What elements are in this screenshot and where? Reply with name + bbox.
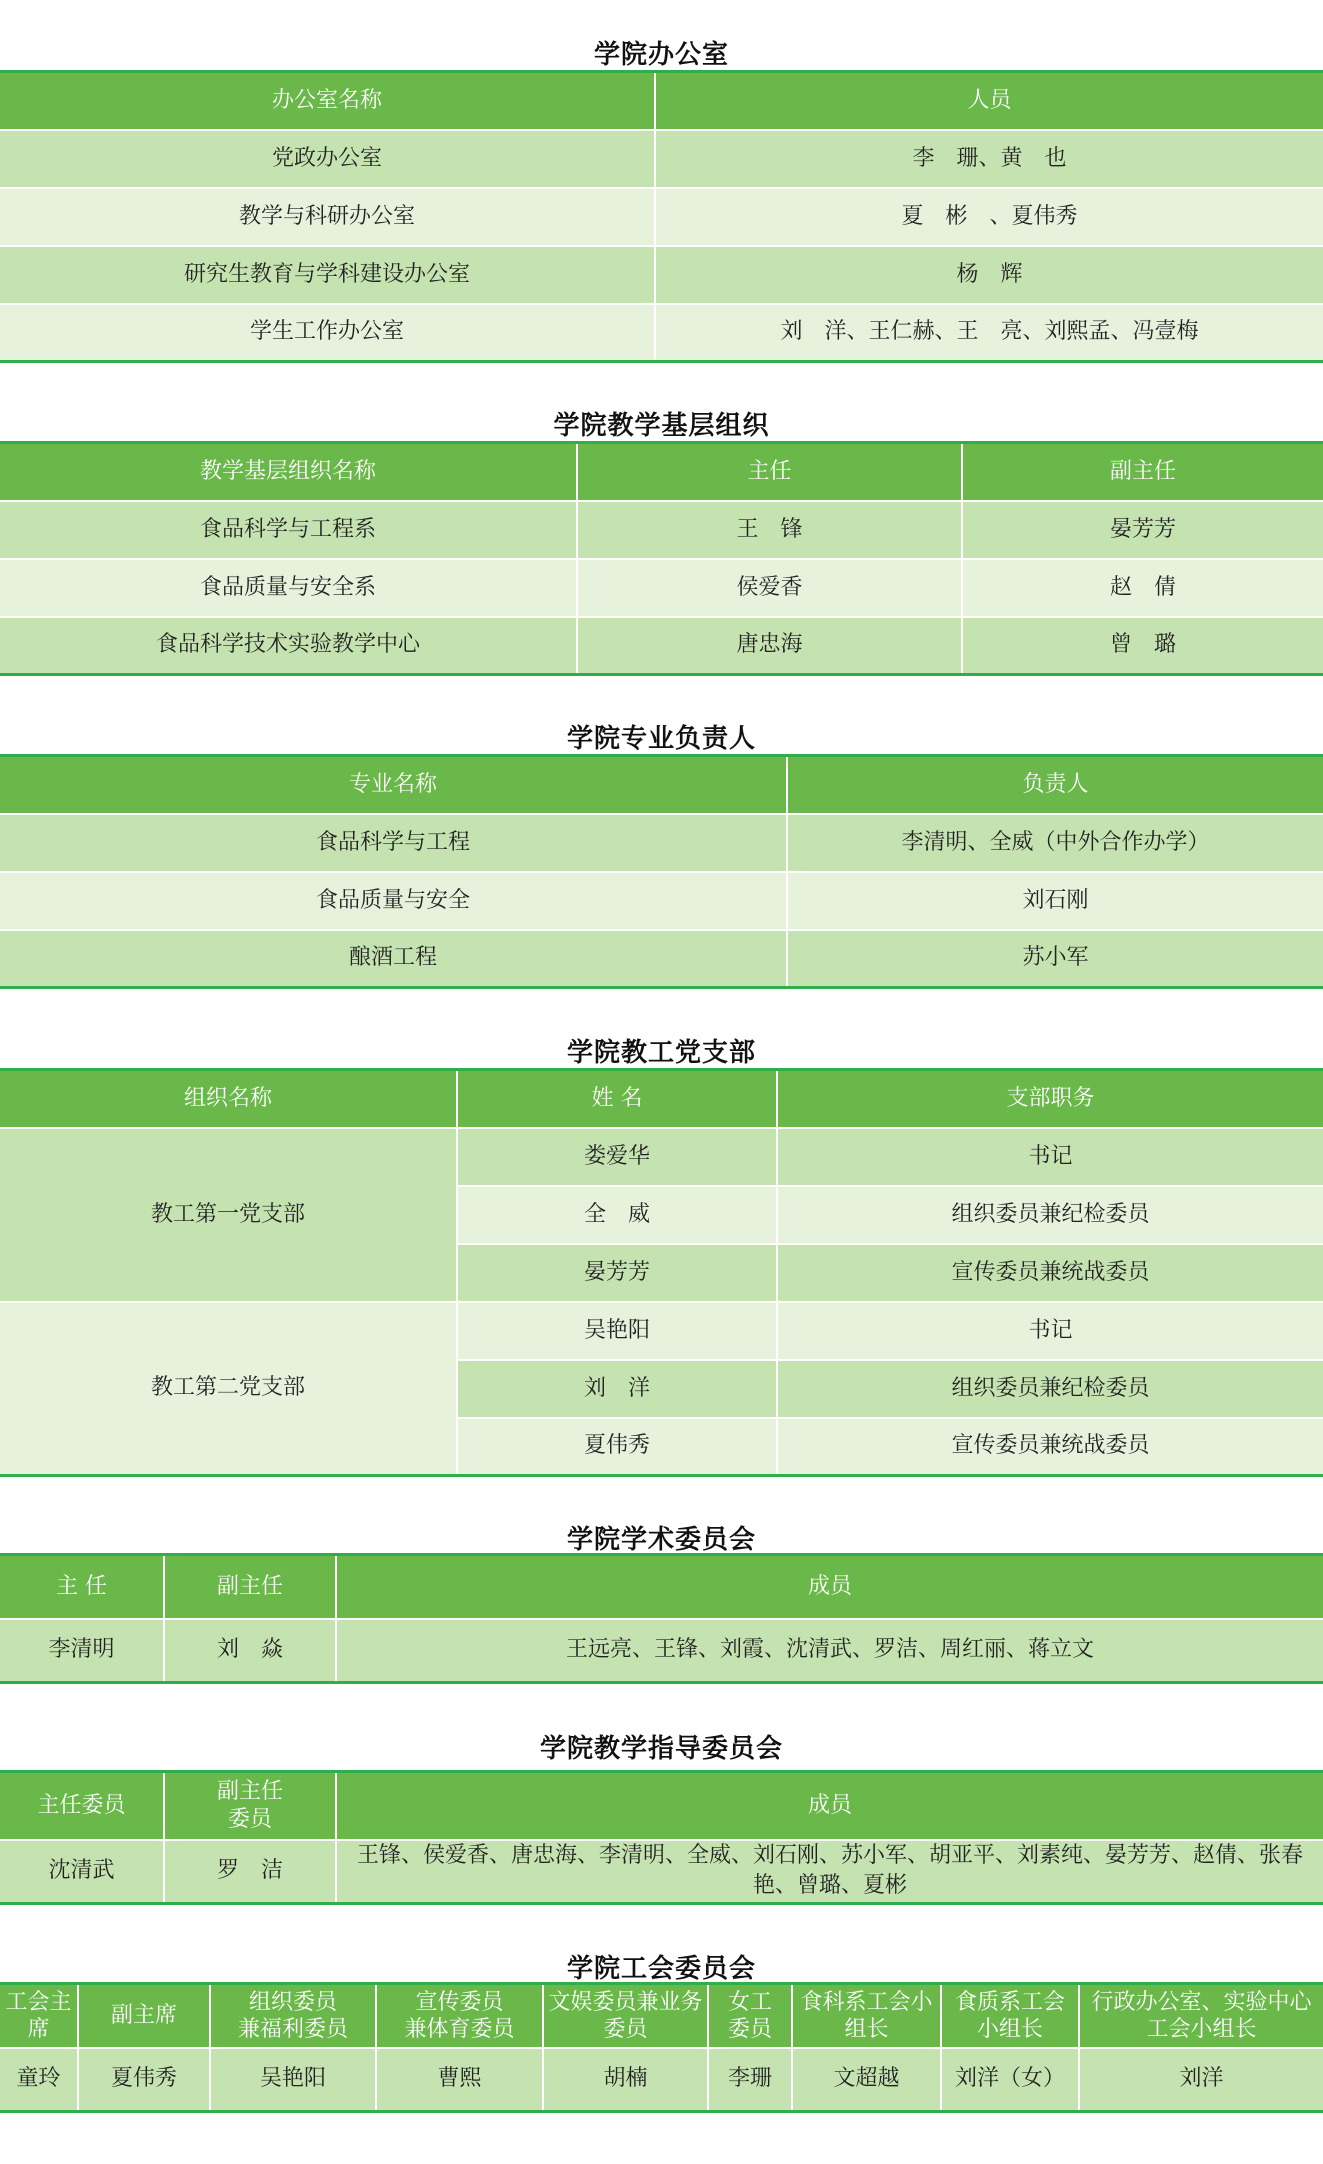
header-line: 食科系工会小 [800,1989,933,2015]
header-line: 副主任 [216,1778,283,1804]
header-admin-lab-group [1079,1984,1323,2048]
header-line: 文娱委员兼业务 [548,1989,703,2015]
union-member: 胡楠 [543,2048,708,2112]
header-women [708,1984,792,2048]
party-table [0,1068,1323,1477]
table-row [0,559,1323,617]
header-branch-name: 组织名称 [0,1070,457,1128]
members-list: 王锋、侯爱香、唐忠海、李清明、全威、刘石刚、苏小军、胡亚平、刘素纯、晏芳芳、赵倩、张春艳、曾璐、夏彬 [336,1840,1323,1904]
header-entertainment [543,1984,708,2048]
table-row [0,930,1323,988]
union-member: 文超越 [792,2048,941,2112]
table-row [0,246,1323,304]
header-food-sci-group [792,1984,941,2048]
member-role: 宣传委员兼统战委员 [777,1418,1323,1476]
org-name: 食品科学技术实验教学中心 [0,617,577,675]
vice-chair-name: 刘 焱 [164,1619,336,1683]
member-name: 吴艳阳 [457,1302,777,1360]
member-name: 娄爱华 [457,1128,777,1186]
header-line: 兼福利委员 [237,2016,348,2042]
member-name: 全 威 [457,1186,777,1244]
header-line: 委员 [603,2016,648,2042]
chair-name: 沈清武 [0,1840,164,1904]
union-member: 刘洋 [1079,2048,1323,2112]
major-name: 食品质量与安全 [0,872,787,930]
header-line: 席 [27,2016,50,2042]
teaching-orgs-title: 学院教学基层组织 [553,411,770,441]
header-line: 组长 [844,2016,889,2042]
member-role: 组织委员兼纪检委员 [777,1360,1323,1418]
office-name: 研究生教育与学科建设办公室 [0,246,655,304]
academic-table [0,1553,1323,1684]
office-name: 教学与科研办公室 [0,188,655,246]
office-staff: 刘 洋、王仁赫、王 亮、刘熙孟、冯壹梅 [655,304,1323,362]
table-row [0,1302,1323,1360]
header-members: 成员 [336,1555,1323,1619]
office-name: 党政办公室 [0,130,655,188]
major-lead: 刘石刚 [787,872,1323,930]
org-deputy: 晏芳芳 [962,501,1323,559]
header-line: 行政办公室、实验中心 [1091,1989,1312,2015]
union-member: 李珊 [708,2048,792,2112]
org-name: 食品科学与工程系 [0,501,577,559]
table-row [0,617,1323,675]
vice-chair-name: 罗 洁 [164,1840,336,1904]
org-deputy: 曾 璐 [962,617,1323,675]
org-name: 食品质量与安全系 [0,559,577,617]
table-row [0,872,1323,930]
union-member: 夏伟秀 [78,2048,210,2112]
header-org-welfare [210,1984,376,2048]
header-vice-chair [78,1984,210,2048]
major-lead: 李清明、全威（中外合作办学） [787,814,1323,872]
header-vice-chair-member [164,1772,336,1840]
header-member-name: 姓 名 [457,1070,777,1128]
header-line: 小组长 [976,2016,1043,2042]
header-line: 工会小组长 [1146,2016,1257,2042]
org-director: 王 锋 [577,501,962,559]
offices-table [0,70,1323,363]
header-line: 女工 [727,1989,772,2015]
member-name: 晏芳芳 [457,1244,777,1302]
header-line: 委员 [227,1806,272,1832]
office-name: 学生工作办公室 [0,304,655,362]
member-role: 宣传委员兼统战委员 [777,1244,1323,1302]
member-name: 夏伟秀 [457,1418,777,1476]
header-staff: 人员 [655,72,1323,130]
member-role: 书记 [777,1302,1323,1360]
table-row [0,130,1323,188]
table-row [0,814,1323,872]
offices-title: 学院办公室 [593,40,729,70]
header-office-name: 办公室名称 [0,72,655,130]
teaching-orgs-table [0,441,1323,676]
union-title: 学院工会委员会 [566,1954,756,1984]
chair-name: 李清明 [0,1619,164,1683]
table-row [0,501,1323,559]
member-name: 刘 洋 [457,1360,777,1418]
major-lead: 苏小军 [787,930,1323,988]
header-line: 委员 [727,2016,772,2042]
header-union-chair [0,1984,78,2048]
members-list: 王远亮、王锋、刘霞、沈清武、罗洁、周红丽、蒋立文 [336,1619,1323,1683]
academic-title: 学院学术委员会 [566,1525,756,1555]
header-line: 食质系工会 [954,1989,1065,2015]
majors-title: 学院专业负责人 [566,724,756,754]
header-line: 组织委员 [248,1989,337,2015]
office-staff: 李 珊、黄 也 [655,130,1323,188]
org-director: 侯爱香 [577,559,962,617]
header-food-quality-group [941,1984,1079,2048]
union-member: 童玲 [0,2048,78,2112]
table-row [0,1840,1323,1904]
majors-table [0,754,1323,989]
header-chair-member: 主任委员 [0,1772,164,1840]
union-member: 吴艳阳 [210,2048,376,2112]
header-org-name: 教学基层组织名称 [0,443,577,501]
header-director: 主任 [577,443,962,501]
header-line: 宣传委员 [415,1989,504,2015]
major-name: 酿酒工程 [0,930,787,988]
header-propaganda-sports [376,1984,543,2048]
header-line: 副主席 [110,2003,177,2029]
teaching-committee-table [0,1770,1323,1905]
table-row [0,188,1323,246]
header-line: 兼体育委员 [404,2016,515,2042]
office-staff: 夏 彬 、夏伟秀 [655,188,1323,246]
major-name: 食品科学与工程 [0,814,787,872]
union-member: 刘洋（女） [941,2048,1079,2112]
member-role: 书记 [777,1128,1323,1186]
header-branch-role: 支部职务 [777,1070,1323,1128]
header-vice-chair: 副主任 [164,1555,336,1619]
member-role: 组织委员兼纪检委员 [777,1186,1323,1244]
header-deputy: 副主任 [962,443,1323,501]
header-lead: 负责人 [787,756,1323,814]
org-deputy: 赵 倩 [962,559,1323,617]
teaching-committee-title: 学院教学指导委员会 [539,1734,783,1764]
table-row [0,2048,1323,2112]
table-row [0,1619,1323,1683]
branch-name: 教工第一党支部 [0,1128,457,1302]
header-major-name: 专业名称 [0,756,787,814]
org-director: 唐忠海 [577,617,962,675]
header-members: 成员 [336,1772,1323,1840]
header-chair: 主 任 [0,1555,164,1619]
branch-name: 教工第二党支部 [0,1302,457,1476]
table-row [0,1128,1323,1186]
table-row [0,304,1323,362]
union-table [0,1982,1323,2113]
office-staff: 杨 辉 [655,246,1323,304]
union-member: 曹熙 [376,2048,543,2112]
header-line: 工会主 [5,1989,72,2015]
party-title: 学院教工党支部 [566,1038,756,1068]
